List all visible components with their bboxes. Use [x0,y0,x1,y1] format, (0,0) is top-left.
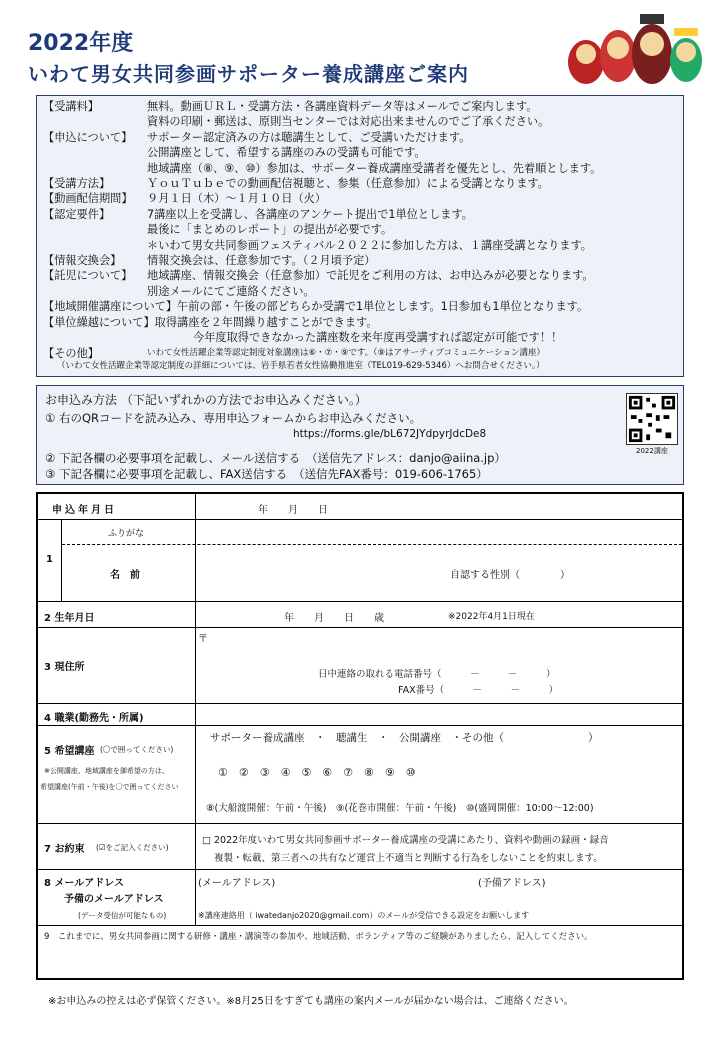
form-url[interactable]: https://forms.gle/bL672JYdpyrJdcDe8 [293,428,487,440]
address-label: 3 現住所 [44,662,85,673]
question-9[interactable]: 9 これまでに、男女共同参画に関する研修・講座・講演等の参加や、地域活動、ボランティア等のご経験がありましたら、記入してください。 [44,932,593,942]
carry-text-2: 今年度取得できなかった講座数を来年度再受講すれば認定が可能です！！ [193,331,563,345]
info-panel [36,95,684,377]
method-1: ① 右のQRコードを読み込み、専用申込フォームからお申込みください。 [45,411,422,425]
email-sub-field[interactable]: (予備アドレス) [478,878,546,889]
date-fields[interactable]: 年 月 日 [258,505,328,516]
fee-text-2: 資料の印刷・郵送は、原則当センターでは対応出来ませんのでご了承ください。 [147,115,550,129]
childcare-text-2: 別途メールにてご連絡ください。 [147,284,315,298]
footer-note: ※お申込みの控えは必ず保管ください。※8月25日をすぎても講座の案内メールが届かない場合は、ご連絡ください。 [48,996,574,1007]
exchange-label: 【情報交換会】 [43,254,122,268]
main-title: いわて男女共同参画サポーター養成講座ご案内 [28,62,469,86]
carry-label: 【単位繰越について】 [43,315,155,329]
application-form [36,492,684,980]
cert-text-3: ＊いわて男女共同参画フェスティバル２０２２に参加した方は、１講座受講となります。 [147,238,592,252]
mascot-illustration [556,10,716,96]
birth-fields[interactable]: 年 月 日 歳 [284,613,384,624]
apply-label: 【申込について】 [43,130,133,144]
cert-text: 7講座以上を受講し、各講座のアンケート提出で1単位とします。 [147,207,473,221]
job-label: 4 職業(勤務先・所属) [44,713,144,724]
other-label: 【その他】 [43,346,99,360]
apply-heading: お申込み方法 （下記いずれかの方法でお申込みください。） [45,393,367,407]
qr-code[interactable] [626,393,678,445]
exchange-text: 情報交換会は、任意参加です。（２月頃予定） [147,254,376,268]
wish-label: 5 希望講座 [44,746,95,757]
method-3-fax: （送信先FAX番号：019-606-1765） [298,467,488,481]
cert-text-2: 最後に「まとめのレポート」の提出が必要です。 [147,223,393,237]
regional-label: 【地域開催講座について】 [43,300,178,314]
period-label: 【動画配信期間】 [43,192,133,206]
childcare-label: 【託児について】 [43,269,133,283]
promise-text-2: 複製・転載、第三者への共有など運営上不適当と判断する行為をしないことを約束します。 [214,853,603,864]
wish-note: (〇で囲ってください) [100,745,174,754]
wish-note-3: 希望講座(午前・午後)を〇で囲ってください [40,783,179,791]
other-text: いわて女性活躍企業等認定制度対象講座は⑥・⑦・⑨です。（⑨はアサーティブコミュニケーション講座） [147,347,545,358]
method-2: ② 下記各欄の必要事項を記載し、メール送信する [45,451,301,465]
furigana-label: ふりがな [108,529,145,539]
apply-text: サポーター認定済みの方は聴講生として、ご受講いただけます。 [147,130,471,144]
postal-mark: 〒 [198,634,208,645]
period-text: ９月１日（木）～１月１０日（火） [147,192,327,206]
birth-label: 2 生年月日 [44,613,95,624]
email-notice: ※講座連絡用（ iwatedanjo2020@gmail.com）のメールが受信できる設定をお願いします [198,911,530,920]
course-types[interactable]: サポーター養成講座 ・ 聴講生 ・ 公開講座 ・その他（ ） [210,732,599,744]
regional-options[interactable]: ⑧(大船渡開催：午前・午後) ⑨(花巻市開催：午前・午後) ⑩(盛岡開催：10:00～12:00) [206,803,594,814]
method-label: 【受講方法】 [43,177,111,191]
wish-note-2: ※公開講座、地域講座を御希望の方は、 [44,767,169,775]
other-note: （いわて女性活躍企業等認定制度の詳細については、岩手県若者女性協働推進室（TEL019-629-5346）へお問合せください。） [57,360,545,371]
birth-note: ※2022年4月1日現在 [448,612,535,622]
date-label: 申込年月日 [52,505,117,516]
promise-label: 7 お約束 [44,844,85,855]
apply-text-2: 公開講座として、希望する講座のみの受講も可能です。 [147,146,426,160]
email-note: (データ受信が可能なもの) [78,911,167,920]
phone-field[interactable]: 日中連絡の取れる電話番号（ － － ） [318,669,556,680]
name-label: 名 前 [110,570,140,581]
method-2-email[interactable]: （送信先アドレス：danjo@aiina.jp） [311,451,506,465]
fee-label: 【受講料】 [43,100,99,113]
apply-panel [36,385,684,485]
cert-label: 【認定要件】 [43,207,111,221]
apply-text-3: 地域講座（⑧、⑨、⑩）参加は、サポーター養成講座受講者を優先とし、先着順とします。 [147,161,602,175]
email-label-2: 予備のメールアドレス [64,894,164,905]
promise-note: (☑をご記入ください) [96,843,169,852]
course-numbers[interactable]: ① ② ③ ④ ⑤ ⑥ ⑦ ⑧ ⑨ ⑩ [218,766,416,779]
email-label: 8 メールアドレス [44,878,124,889]
fax-field[interactable]: FAX番号（ － － ） [398,685,559,696]
promise-checkbox[interactable]: □ 2022年度いわて男女共同参画サポーター養成講座の受講にあたり、資料や動画の録画・録音 [202,835,609,846]
regional-text: 午前の部・午後の部どちらか受講で1単位とします。1日参加も1単位となります。 [177,300,589,314]
email-main-field[interactable]: (メールアドレス) [198,878,276,889]
section-1-number: 1 [46,554,53,565]
method-3: ③ 下記各欄に必要事項を記載し、FAX送信する [45,467,288,481]
gender-field[interactable]: 自認する性別（ ） [450,570,570,581]
qr-caption: 2022講座 [636,447,668,455]
childcare-text: 地域講座、情報交換会（任意参加）で託児をご利用の方は、お申込みが必要となります。 [147,269,594,283]
year-title: 2022年度 [28,31,134,56]
carry-text: 取得講座を２年間繰り越すことができます。 [154,315,378,329]
fee-text: 無料。動画ＵＲＬ・受講方法・各講座資料データ等はメールでご案内します。 [147,100,538,113]
method-text: ＹｏｕＴｕｂｅでの動画配信視聴と、参集（任意参加）による受講となります。 [147,177,549,191]
